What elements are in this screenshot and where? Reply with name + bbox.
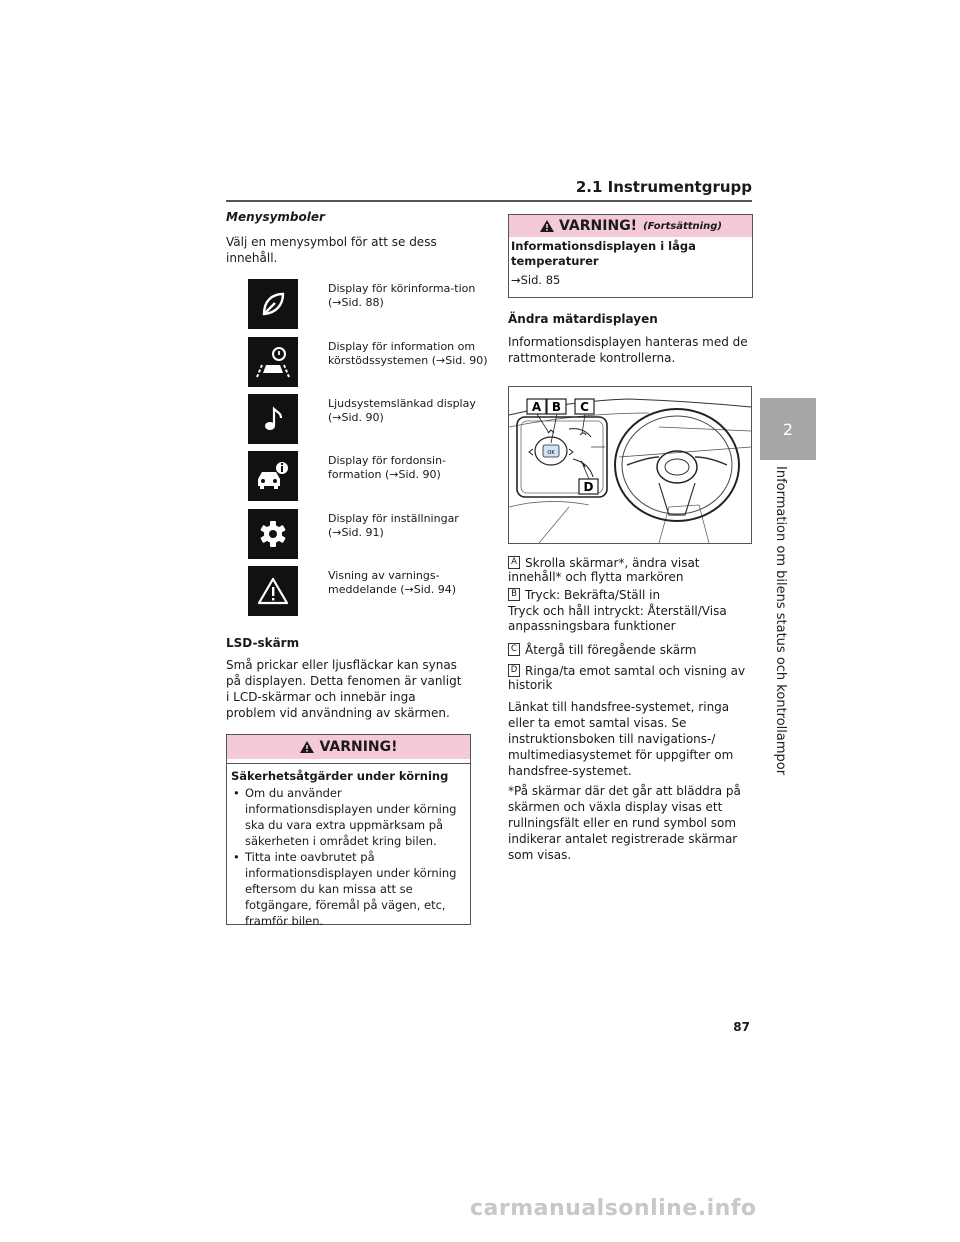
chapter-tab[interactable]: 2 xyxy=(760,398,816,460)
page-number: 87 xyxy=(733,1020,750,1034)
item-label: C xyxy=(508,643,520,656)
chapter-side-title xyxy=(764,466,812,776)
item-d xyxy=(508,664,752,692)
svg-text:OK: OK xyxy=(547,450,555,456)
figure-label-b: B xyxy=(551,400,562,414)
figure-label-d: D xyxy=(583,480,594,494)
warning-triangle-icon xyxy=(248,566,298,616)
lsd-heading: LSD-skärm xyxy=(226,636,300,650)
menu-item-text: Display för körinforma-tion (→Sid. 88) xyxy=(328,282,476,309)
footnote: *På skärmar där det går att bläddra på skärmen och växla display visas ett rullningsfält eller en rund symbol som indikerar antalet registrerade skärmar som visas. xyxy=(508,784,741,862)
item-b-extra: Tryck och håll intryckt: Återställ/Visa anpassningsbara funktioner xyxy=(508,604,727,633)
menu-item-text: Display för information om körstödssystemen (→Sid. 90) xyxy=(328,340,488,367)
warning-box-temperature xyxy=(508,214,753,298)
section-title: 2.1 Instrumentgrupp xyxy=(575,178,752,196)
steering-controls-figure xyxy=(508,386,752,544)
leaf-icon xyxy=(248,279,298,329)
item-b xyxy=(508,588,752,602)
warning-divider xyxy=(227,763,470,764)
gear-icon xyxy=(248,509,298,559)
item-label: B xyxy=(508,588,520,601)
menu-item-audio xyxy=(248,394,478,444)
menu-item-vehicle-info xyxy=(248,451,478,501)
item-label: A xyxy=(508,556,520,569)
warning-continued: (Fortsättning) xyxy=(643,220,722,232)
header-rule xyxy=(226,200,752,202)
warning-header xyxy=(509,215,752,237)
item-text: Återgå till föregående skärm xyxy=(525,643,697,657)
music-note-icon xyxy=(248,394,298,444)
change-display-intro: Informationsdisplayen hanteras med de rattmonterade kontrollerna. xyxy=(508,335,748,365)
lsd-text: Små prickar eller ljusfläckar kan synas på displayen. Detta fenomen är vanligt i LCD-skärmar och innebär inga problem vid användning av skärmen. xyxy=(226,658,462,720)
warning-bullet: • Titta inte oavbrutet på informationsdisplayen under körning eftersom du kan missa att se fotgängare, föremål på vägen, etc, framför bilen. xyxy=(231,849,467,929)
warning-list xyxy=(231,785,467,929)
menu-item-text: Ljudsystemslänkad display (→Sid. 90) xyxy=(328,397,476,424)
menu-heading: Menysymboler xyxy=(226,210,325,224)
item-text: Skrolla skärmar*, ändra visat innehåll* och flytta markören xyxy=(508,556,700,584)
handsfree-text: Länkat till handsfree-systemet, ringa eller ta emot samtal visas. Se instruktionsboken till navigations-/ multimediasystemet för uppgifter om handsfree-systemet. xyxy=(508,700,734,778)
warning-triangle-icon xyxy=(539,219,555,233)
item-text: Tryck: Bekräfta/Ställ in xyxy=(525,588,661,602)
item-label: D xyxy=(508,664,520,677)
warning-title: Säkerhetsåtgärder under körning xyxy=(231,769,449,783)
warning-bullet: • Om du använder informationsdisplayen under körning ska du vara extra uppmärksam på säkerheten i området kring bilen. xyxy=(231,785,467,849)
warning-header xyxy=(227,735,470,759)
menu-item-text: Display för inställningar (→Sid. 91) xyxy=(328,512,459,539)
car-info-icon xyxy=(248,451,298,501)
menu-intro: Välj en menysymbol för att se dess innehåll. xyxy=(226,235,437,265)
watermark: carmanualsonline.info xyxy=(470,1196,757,1221)
warning-label: VARNING! xyxy=(559,218,638,234)
menu-item-warnings xyxy=(248,566,478,616)
warning-box-safety xyxy=(226,734,471,928)
change-display-heading: Ändra mätardisplayen xyxy=(508,312,658,326)
warning-title: Informationsdisplayen i låga temperaturer xyxy=(511,239,696,268)
driver-assist-icon xyxy=(248,337,298,387)
item-c xyxy=(508,643,752,657)
warning-label: VARNING! xyxy=(319,739,398,755)
figure-label-c: C xyxy=(580,400,589,414)
menu-item-driving xyxy=(248,279,478,329)
warning-page-ref: →Sid. 85 xyxy=(511,273,561,287)
item-a xyxy=(508,556,752,584)
menu-item-driver-assist xyxy=(248,337,488,387)
menu-item-text: Visning av varnings-meddelande (→Sid. 94) xyxy=(328,569,457,596)
item-text: Ringa/ta emot samtal och visning av historik xyxy=(508,664,746,692)
chapter-title-text: Information om bilens status och kontrollampor xyxy=(773,466,788,776)
warning-triangle-icon xyxy=(299,740,315,754)
menu-item-text: Display för fordonsin-formation (→Sid. 90) xyxy=(328,454,447,481)
menu-item-settings xyxy=(248,509,478,559)
figure-label-a: A xyxy=(531,400,542,414)
